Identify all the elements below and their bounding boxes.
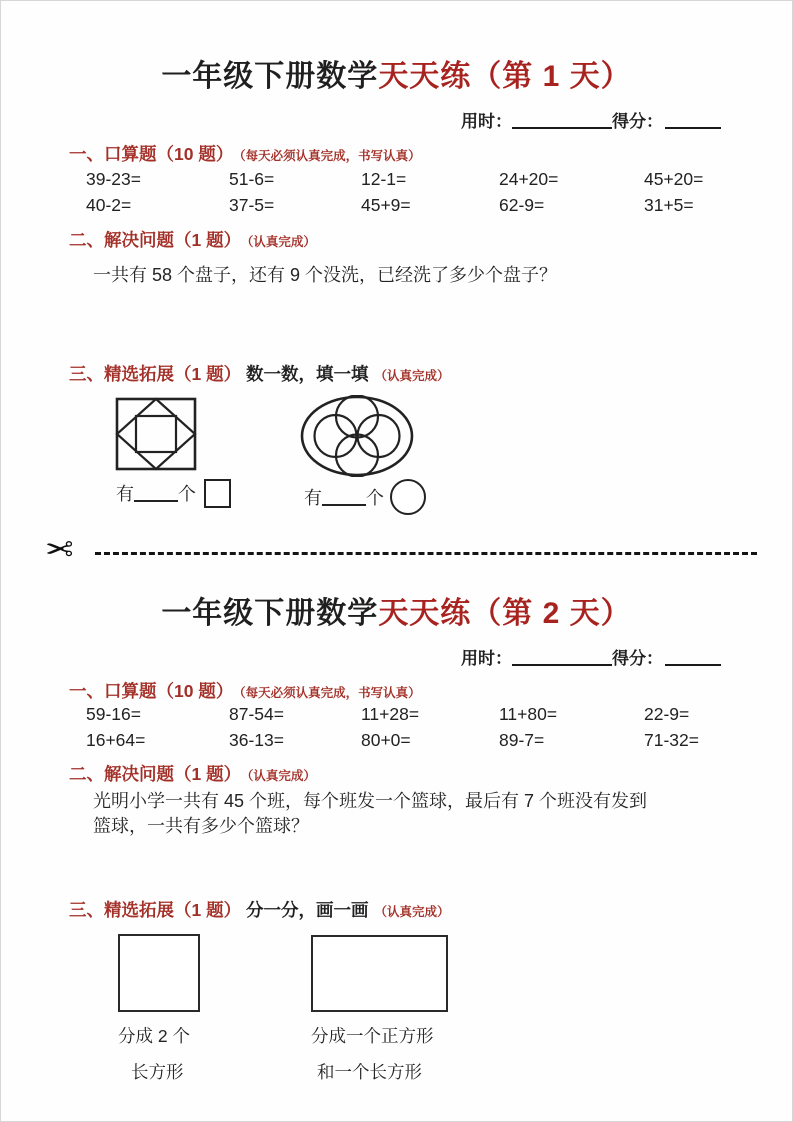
answer-suffix: 个	[366, 488, 384, 508]
day1-title-red: 天天练（第 1 天）	[378, 60, 632, 93]
day1-oral-grid	[86, 169, 716, 216]
day2-title-red: 天天练（第 2 天）	[378, 597, 632, 630]
day2-word-problem	[93, 789, 741, 839]
math-problem: 16+64=	[86, 730, 146, 750]
math-problem: 45+9=	[361, 195, 411, 215]
math-problem: 80+0=	[361, 730, 411, 750]
day2-title-black: 一年级下册数学	[161, 597, 379, 630]
math-problem: 39-23=	[86, 169, 141, 189]
day1-meta-line	[461, 107, 721, 132]
day1-oral-heading	[69, 141, 421, 166]
answer-prefix: 有	[304, 488, 322, 508]
scissors-icon: ✂	[45, 531, 74, 569]
math-problem: 11+28=	[361, 704, 420, 724]
math-problem: 45+20=	[644, 169, 704, 189]
word-problem-line: 光明小学一共有 45 个班，每个班发一个篮球，最后有 7 个班没有发到	[93, 791, 648, 811]
day2-time-label: 用时：	[461, 649, 512, 668]
word-problem-line: 一共有 58 个盘子，还有 9 个没洗，已经洗了多少个盘子？	[93, 265, 558, 285]
math-problem: 40-2=	[86, 195, 132, 215]
math-problem: 62-9=	[499, 195, 545, 215]
math-problem: 51-6=	[229, 169, 275, 189]
math-problem: 37-5=	[229, 195, 275, 215]
day2-extend-heading-text: 三、精选拓展（1 题）	[69, 900, 242, 920]
day2-oral-heading	[69, 678, 421, 703]
day2-extend-note: （认真完成）	[374, 905, 450, 919]
day1-answer-circle	[304, 479, 426, 515]
day2-oral-heading-text: 一、口算题（10 题）	[69, 681, 234, 701]
day2-solve-note: （认真完成）	[247, 769, 316, 783]
day1-extend-heading	[69, 361, 450, 386]
math-problem: 36-13=	[229, 730, 284, 750]
day2-extend-heading	[69, 897, 450, 922]
day1-solve-heading	[69, 227, 316, 252]
flower-circles-figure	[299, 395, 415, 477]
word-problem-line: 篮球，一共有多少个篮球？	[93, 816, 309, 836]
math-problem: 12-1=	[361, 169, 407, 189]
math-problem: 89-7=	[499, 730, 545, 750]
day1-oral-heading-text: 一、口算题（10 题）	[69, 144, 234, 164]
day2-solve-heading-text: 二、解决问题（1 题）	[69, 764, 242, 784]
day1-extend-note: （认真完成）	[374, 369, 450, 383]
day1-word-problem	[93, 263, 733, 288]
day1-solve-note: （认真完成）	[247, 235, 316, 249]
square-to-divide-figure	[118, 934, 200, 1012]
day1-extend-subtitle: 数一数，填一填	[245, 364, 369, 384]
day1-title	[1, 51, 792, 95]
cut-dashed-line	[95, 552, 757, 555]
math-problem: 11+80=	[499, 704, 558, 724]
day2-oral-note: （每天必须认真完成，书写认真）	[239, 686, 421, 700]
square-caption-line2: 长方形	[131, 1062, 184, 1082]
day2-oral-grid	[86, 704, 716, 751]
day2-time-blank	[512, 649, 612, 666]
day2-title	[1, 588, 792, 632]
day1-extend-heading-text: 三、精选拓展（1 题）	[69, 364, 242, 384]
math-problem: 71-32=	[644, 730, 699, 750]
day1-solve-heading-text: 二、解决问题（1 题）	[69, 230, 242, 250]
answer-prefix: 有	[116, 484, 134, 504]
rect-caption-line1: 分成一个正方形	[311, 1026, 434, 1046]
day1-score-label: 得分：	[612, 112, 663, 131]
day2-extend-subtitle: 分一分，画一画	[245, 900, 369, 920]
day1-score-blank	[665, 112, 721, 129]
day1-title-black: 一年级下册数学	[161, 60, 379, 93]
day2-score-label: 得分：	[612, 649, 663, 668]
answer-suffix: 个	[178, 484, 196, 504]
answer-blank	[134, 486, 178, 502]
square-shape-icon	[204, 479, 231, 508]
day2-meta-line	[461, 644, 721, 669]
rect-caption-line2: 和一个长方形	[317, 1062, 422, 1082]
math-problem: 24+20=	[499, 169, 559, 189]
day1-oral-note: （每天必须认真完成，书写认真）	[239, 149, 421, 163]
rectangle-to-divide-figure	[311, 935, 448, 1012]
day1-time-blank	[512, 112, 612, 129]
math-problem: 31+5=	[644, 195, 694, 215]
day2-solve-heading	[69, 761, 316, 786]
math-problem: 59-16=	[86, 704, 141, 724]
day1-answer-square	[116, 479, 231, 508]
day2-score-blank	[665, 649, 721, 666]
math-problem: 22-9=	[644, 704, 690, 724]
day1-time-label: 用时：	[461, 112, 512, 131]
answer-blank	[322, 490, 366, 506]
math-problem: 87-54=	[229, 704, 284, 724]
square-caption-line1: 分成 2 个	[118, 1026, 190, 1046]
circle-shape-icon	[390, 479, 426, 515]
nested-squares-figure	[115, 397, 197, 471]
